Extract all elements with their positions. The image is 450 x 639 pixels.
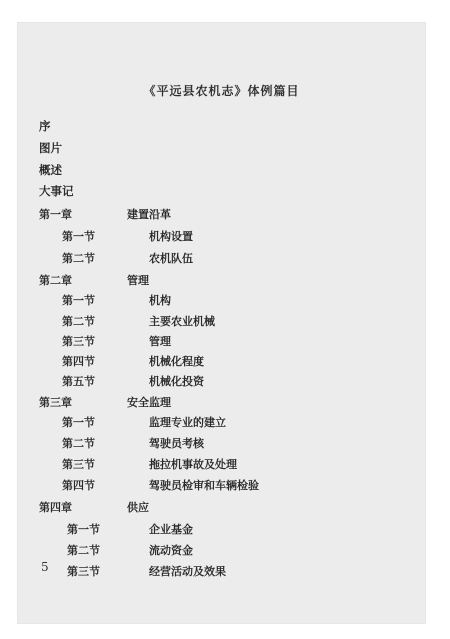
chapter-label: 第四章: [39, 501, 72, 514]
front-matter-overview: 概述: [39, 163, 62, 177]
section-label: 第四节: [62, 355, 95, 368]
chapter-label: 第二章: [39, 274, 72, 287]
front-matter-preface: 序: [39, 119, 51, 133]
section-title: 驾驶员检审和车辆检验: [149, 479, 259, 492]
section-title: 企业基金: [149, 523, 193, 536]
section-title: 管理: [149, 335, 171, 348]
chapter-title: 供应: [127, 501, 149, 514]
chapter-title: 管理: [127, 274, 149, 287]
document-page: [17, 22, 426, 624]
chapter-title: 建置沿革: [127, 208, 171, 221]
section-label: 第五节: [62, 375, 95, 388]
front-matter-chronicle: 大事记: [39, 184, 74, 198]
page-title: 《平远县农机志》体例篇目: [143, 84, 300, 98]
section-title: 机构: [149, 294, 171, 307]
section-label: 第四节: [62, 479, 95, 492]
chapter-label: 第三章: [39, 396, 72, 409]
section-label: 第一节: [62, 416, 95, 429]
section-label: 第一节: [67, 523, 100, 536]
section-title: 机构设置: [149, 230, 193, 243]
section-title: 流动资金: [149, 544, 193, 557]
section-label: 第三节: [62, 458, 95, 471]
section-title: 驾驶员考核: [149, 437, 204, 450]
section-label: 第二节: [67, 544, 100, 557]
section-label: 第二节: [62, 315, 95, 328]
section-label: 第一节: [62, 294, 95, 307]
section-label: 第三节: [62, 335, 95, 348]
page-number: 5: [41, 560, 49, 574]
section-label: 第二节: [62, 437, 95, 450]
section-label: 第一节: [62, 230, 95, 243]
section-title: 监理专业的建立: [149, 416, 226, 429]
section-label: 第二节: [62, 252, 95, 265]
chapter-title: 安全监理: [127, 396, 171, 409]
section-title: 机械化程度: [149, 355, 204, 368]
section-title: 经营活动及效果: [149, 565, 226, 578]
section-title: 拖拉机事故及处理: [149, 458, 237, 471]
section-title: 主要农业机械: [149, 315, 215, 328]
section-title: 机械化投资: [149, 375, 204, 388]
section-title: 农机队伍: [149, 252, 193, 265]
chapter-label: 第一章: [39, 208, 72, 221]
front-matter-images: 图片: [39, 141, 62, 155]
section-label: 第三节: [67, 565, 100, 578]
